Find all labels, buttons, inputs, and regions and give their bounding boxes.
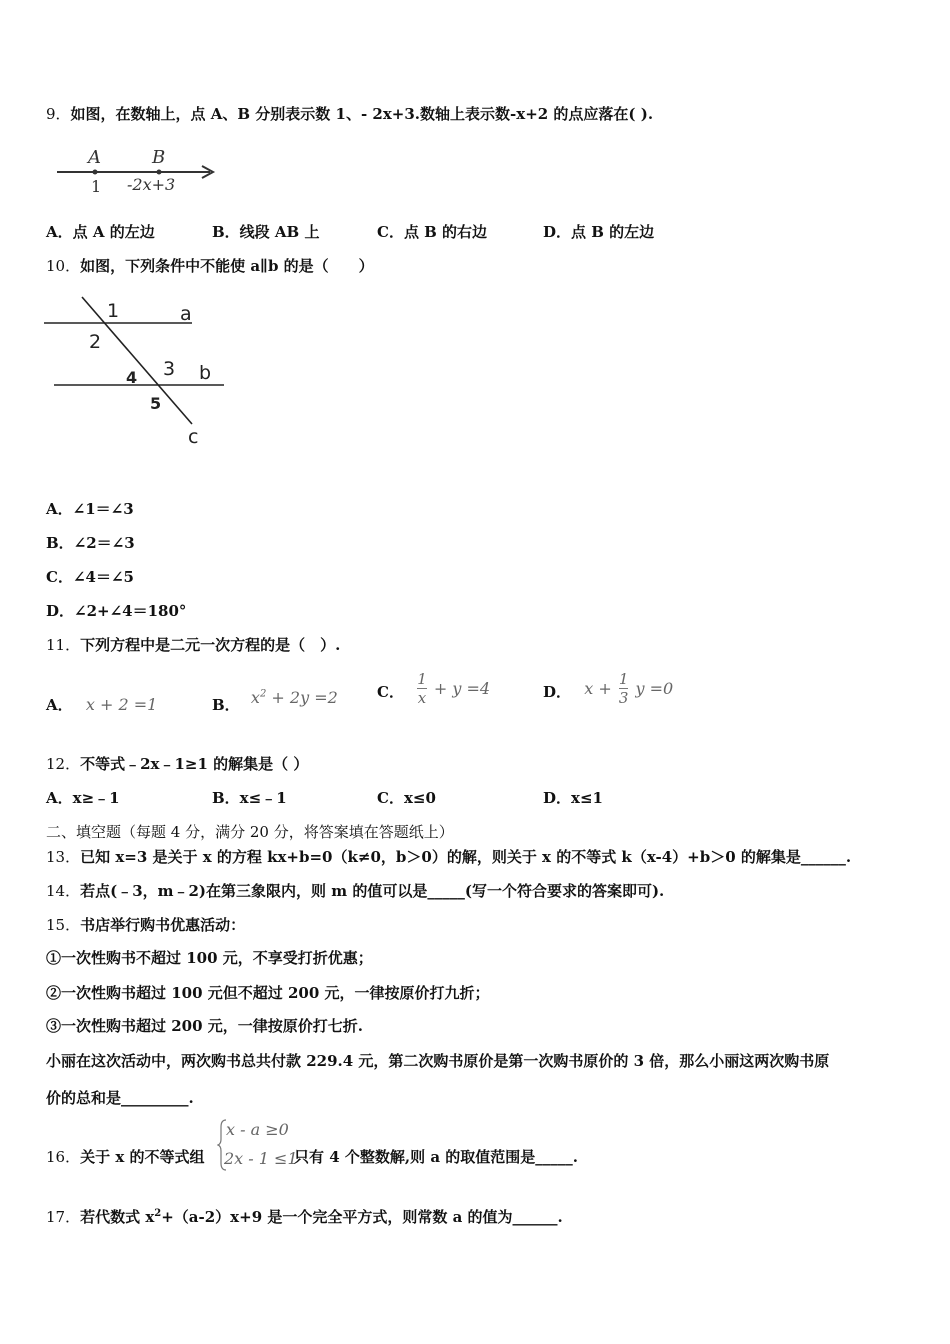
q16-stem-suffix: 只有 4 个整数解,则 a 的取值范围是_____.	[294, 1148, 578, 1166]
q11-option-c-den: x	[417, 689, 427, 707]
q12-option-b[interactable]: B．x≤﹣1	[212, 789, 287, 807]
q11-option-a[interactable]	[46, 694, 157, 715]
q11-text: 下列方程中是二元一次方程的是（ ）.	[80, 636, 341, 654]
q10-stem	[46, 255, 374, 276]
q14-stem	[46, 880, 664, 901]
q16-stem-prefix	[46, 1146, 204, 1167]
q15-item-3: ③一次性购书超过 200 元，一律按原价打七折.	[46, 1017, 363, 1035]
q16-inequality-2: 2x - 1 ≤1	[224, 1149, 298, 1168]
q11-option-b-rest: + 2y =2	[266, 688, 338, 707]
q15-text: 书店举行购书优惠活动：	[80, 916, 246, 934]
q11-option-c-letter: C．	[377, 683, 404, 701]
q11-option-d-num: 1	[618, 670, 629, 688]
q9-option-d[interactable]: D．点 B 的左边	[543, 223, 655, 241]
point-a-dot	[93, 170, 98, 175]
q10-option-c[interactable]: C．∠4＝∠5	[46, 568, 134, 586]
q9-number: 9．	[46, 105, 71, 123]
q12-option-c[interactable]: C．x≤0	[377, 789, 436, 807]
label-a: A	[88, 147, 101, 168]
q13-text: 已知 x=3 是关于 x 的方程 kx+b=0（k≠0，b＞0）的解，则关于 x 的不等式 k（x-4）+b＞0 的解集是______.	[80, 848, 852, 866]
q11-option-a-expr: x + 2 =1	[85, 695, 158, 714]
label-b: B	[152, 147, 166, 168]
q15-paragraph-line-2: 价的总和是_________.	[46, 1089, 194, 1107]
line-b-label: b	[199, 362, 212, 384]
q14-number: 14．	[46, 882, 81, 900]
point-b-dot	[157, 170, 162, 175]
q17-post: +（a-2）x+9 是一个完全平方式，则常数 a 的值为______.	[161, 1208, 563, 1226]
q12-text: 不等式﹣2x﹣1≥1 的解集是（ ）	[80, 755, 309, 773]
q11-option-b[interactable]	[212, 687, 338, 714]
q13-stem	[46, 846, 851, 867]
value-a: 1	[91, 177, 102, 196]
q15-number: 15．	[46, 916, 81, 934]
q11-option-d-letter: D．	[543, 683, 572, 701]
q14-text: 若点(﹣3，m﹣2)在第三象限内，则 m 的值可以是_____(写一个符合要求的答案即可).	[80, 882, 665, 900]
q9-stem	[46, 103, 653, 124]
q10-parallel-lines-figure	[44, 292, 224, 452]
q11-number: 11．	[46, 636, 81, 654]
q11-stem	[46, 634, 340, 655]
line-c-label: c	[188, 426, 199, 448]
section-2-heading: 二、填空题（每题 4 分，满分 20 分，将答案填在答题纸上）	[46, 823, 454, 841]
value-b: -2x+3	[127, 175, 176, 194]
angle-2-label: 2	[89, 331, 102, 353]
q12-stem	[46, 753, 308, 774]
angle-1-label: 1	[107, 300, 120, 322]
q9-number-line-figure	[55, 145, 225, 197]
q13-number: 13．	[46, 848, 81, 866]
q12-number: 12．	[46, 755, 81, 773]
q10-text: 如图，下列条件中不能使 a∥b 的是（ ）	[80, 257, 374, 275]
q16-number: 16．	[46, 1148, 81, 1166]
q10-number: 10．	[46, 257, 81, 275]
q11-option-c-num: 1	[417, 670, 427, 688]
q10-option-b[interactable]: B．∠2＝∠3	[46, 534, 135, 552]
line-c	[82, 297, 192, 424]
q12-option-a[interactable]: A．x≥﹣1	[46, 789, 120, 807]
q12-option-d[interactable]: D．x≤1	[543, 789, 603, 807]
q15-paragraph-line-1: 小丽在这次活动中，两次购书总共付款 229.4 元，第二次购书原价是第一次购书原价的 3 倍，那么小丽这两次购书原	[46, 1052, 830, 1070]
q15-stem	[46, 914, 245, 935]
q11-option-b-exp: 2	[259, 688, 267, 700]
q9-text: 如图，在数轴上，点 A、B 分别表示数 1、- 2x+3.数轴上表示数-x+2 的点应落在( ).	[70, 105, 654, 123]
q11-option-d-rest: y =0	[630, 679, 674, 698]
angle-4-label: 4	[126, 368, 138, 387]
q17-stem	[46, 1206, 563, 1227]
q15-item-1: ①一次性购书不超过 100 元，不享受打折优惠；	[46, 949, 373, 967]
q11-option-b-letter: B．	[212, 696, 240, 714]
q10-option-d[interactable]: D．∠2+∠4＝180°	[46, 602, 187, 620]
angle-5-label: 5	[150, 394, 162, 413]
q11-option-c-rest: + y =4	[428, 679, 491, 698]
q17-sup: 2	[154, 1208, 162, 1219]
q11-option-a-letter: A．	[46, 696, 73, 714]
q9-option-a[interactable]: A．点 A 的左边	[46, 223, 155, 241]
q10-option-a[interactable]: A．∠1＝∠3	[46, 500, 134, 518]
angle-3-label: 3	[163, 358, 176, 380]
q16-inequality-1: x - a ≥0	[226, 1120, 289, 1139]
q17-pre: 若代数式 x	[80, 1208, 155, 1226]
q11-option-b-base: x	[250, 688, 260, 707]
q15-item-2: ②一次性购书超过 100 元但不超过 200 元，一律按原价打九折；	[46, 984, 490, 1002]
q16-prefix: 关于 x 的不等式组	[80, 1148, 205, 1166]
q17-number: 17．	[46, 1208, 81, 1226]
q11-option-d-pre: x +	[584, 679, 617, 698]
q11-option-d[interactable]	[543, 670, 673, 707]
line-a-label: a	[180, 303, 192, 325]
q11-option-d-den: 3	[618, 689, 629, 707]
q9-option-b[interactable]: B．线段 AB 上	[212, 223, 320, 241]
q11-option-c[interactable]	[377, 670, 490, 707]
q9-option-c[interactable]: C．点 B 的右边	[377, 223, 488, 241]
